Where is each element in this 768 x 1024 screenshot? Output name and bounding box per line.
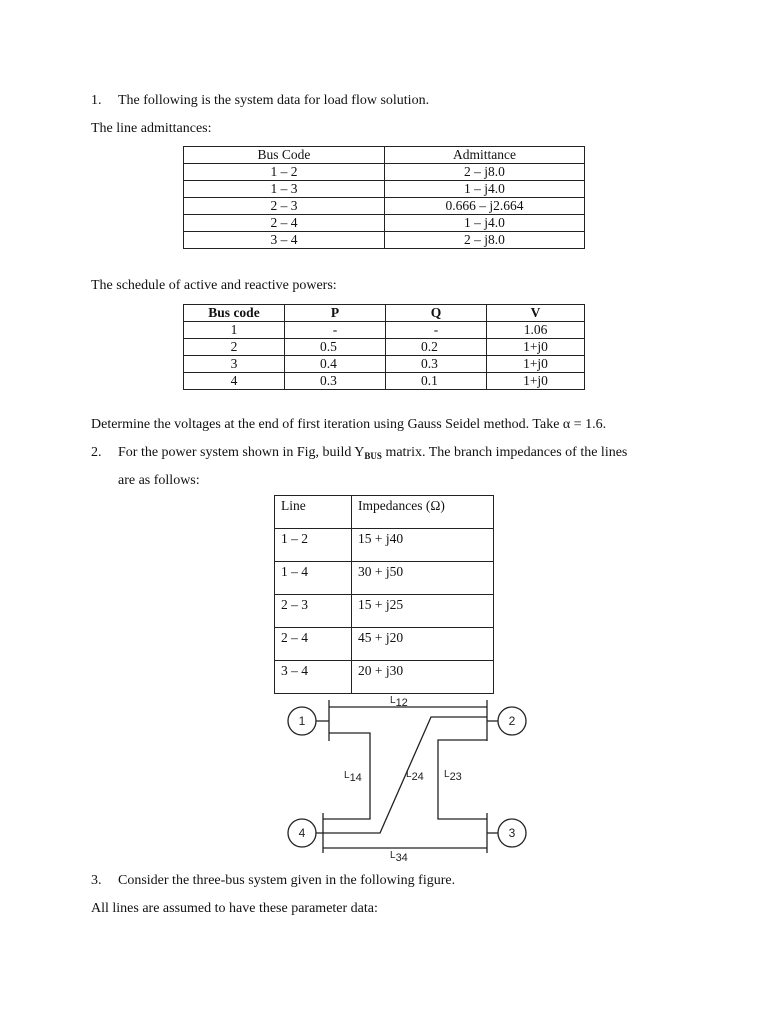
line-label-l12-sub: 12 — [395, 697, 408, 709]
table-cell: 2 – 3 — [184, 198, 385, 215]
table-cell: - — [285, 322, 386, 339]
table-cell: 1+j0 — [487, 356, 585, 373]
schedule-header-p: P — [285, 305, 386, 322]
line-label-l14 — [344, 770, 362, 784]
q3-line2: All lines are assumed to have these parameter data: — [91, 901, 378, 916]
table-cell: 20 + j30 — [352, 661, 494, 694]
line-label-l34-sub: 34 — [395, 852, 408, 864]
table-cell: 15 + j40 — [352, 529, 494, 562]
table-cell: 0.3 — [285, 373, 386, 390]
table-cell: 0.2 — [386, 339, 487, 356]
ybus-subscript: BUS — [364, 451, 382, 461]
line-label-l24-letter: L — [406, 769, 412, 780]
table-cell: 30 + j50 — [352, 562, 494, 595]
table-cell: 1 – 4 — [275, 562, 352, 595]
line-label-l23-letter: L — [444, 769, 450, 780]
table-cell: 3 – 4 — [184, 232, 385, 249]
q2-text-after: matrix. The branch impedances of the lines — [381, 445, 628, 460]
table-cell: 0.666 – j2.664 — [385, 198, 585, 215]
impedance-header-impedance: Impedances (Ω) — [352, 496, 494, 529]
table-cell: 1 – j4.0 — [385, 181, 585, 198]
table-cell: 3 – 4 — [275, 661, 352, 694]
impedance-header-line: Line — [275, 496, 352, 529]
q2-number: 2. — [91, 445, 102, 460]
table-cell: 2 – 3 — [275, 595, 352, 628]
line-label-l23 — [444, 769, 462, 783]
schedule-label: The schedule of active and reactive powers: — [91, 278, 337, 293]
table-cell: 2 – j8.0 — [385, 164, 585, 181]
q3-number: 3. — [91, 873, 102, 888]
line-label-l23-sub: 23 — [449, 771, 462, 783]
table-cell: 0.4 — [285, 356, 386, 373]
line-label-l24 — [406, 769, 424, 783]
admittance-label: The line admittances: — [91, 121, 212, 136]
q2-text-before: For the power system shown in Fig, build Y — [118, 445, 365, 460]
line-label-l34 — [390, 850, 408, 864]
table-cell: 2 – 4 — [275, 628, 352, 661]
line-label-l24-sub: 24 — [411, 771, 424, 783]
line-label-l12-letter: L — [390, 695, 396, 706]
table-cell: 0.5 — [285, 339, 386, 356]
table-cell: 3 — [184, 356, 285, 373]
table-cell: 4 — [184, 373, 285, 390]
table-cell: 15 + j25 — [352, 595, 494, 628]
bus-label-3: 3 — [508, 826, 516, 840]
table-cell: 1 – 2 — [184, 164, 385, 181]
table-cell: 1+j0 — [487, 373, 585, 390]
admittance-header-bus: Bus Code — [184, 147, 385, 164]
line-label-l14-letter: L — [344, 770, 350, 781]
bus-label-1: 1 — [298, 714, 306, 728]
bus-label-2: 2 — [508, 714, 516, 728]
table-cell: 2 – 4 — [184, 215, 385, 232]
table-cell: 1.06 — [487, 322, 585, 339]
table-cell: 2 – j8.0 — [385, 232, 585, 249]
line-label-l34-letter: L — [390, 850, 396, 861]
q1-determine: Determine the voltages at the end of first iteration using Gauss Seidel method. Take α = 1.6. — [91, 417, 607, 432]
table-cell: - — [386, 322, 487, 339]
table-cell: 45 + j20 — [352, 628, 494, 661]
table-cell: 2 — [184, 339, 285, 356]
schedule-header-q: Q — [386, 305, 487, 322]
table-cell: 1 – 3 — [184, 181, 385, 198]
q2-text-line2: are as follows: — [118, 473, 200, 488]
q1-number: 1. — [91, 93, 102, 108]
table-cell: 0.3 — [386, 356, 487, 373]
table-cell: 0.1 — [386, 373, 487, 390]
bus-label-4: 4 — [298, 826, 306, 840]
table-cell: 1 – j4.0 — [385, 215, 585, 232]
table-cell: 1 – 2 — [275, 529, 352, 562]
admittance-header-admittance: Admittance — [385, 147, 585, 164]
schedule-header-bus: Bus code — [184, 305, 285, 322]
line-label-l14-sub: 14 — [349, 772, 362, 784]
q3-text: Consider the three-bus system given in the following figure. — [118, 873, 456, 888]
q1-intro: The following is the system data for load flow solution. — [118, 93, 430, 108]
table-cell: 1 — [184, 322, 285, 339]
schedule-header-v: V — [487, 305, 585, 322]
table-cell: 1+j0 — [487, 339, 585, 356]
